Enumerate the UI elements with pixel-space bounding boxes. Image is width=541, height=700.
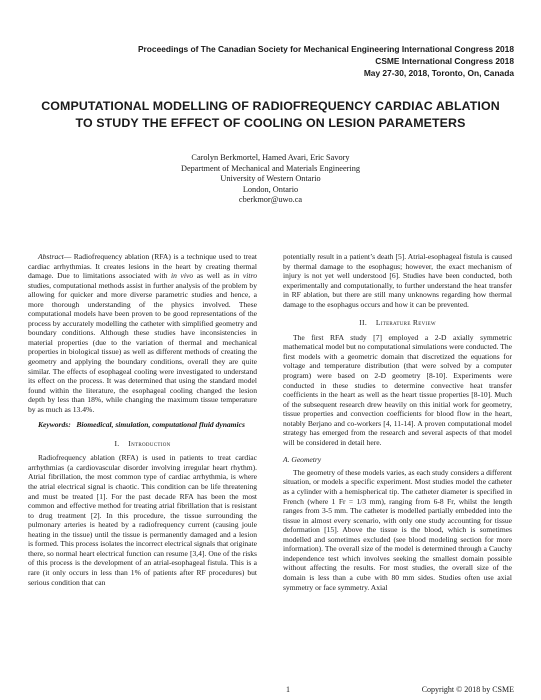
proceedings-header <box>138 43 514 79</box>
author-email: cberkmor@uwo.ca <box>238 195 303 205</box>
section-1-heading <box>28 439 257 449</box>
author-block <box>20 153 521 206</box>
page-number: 1 <box>286 685 290 694</box>
subsection-geometry-heading: A. Geometry <box>283 455 322 465</box>
intro-paragraph-continued: potentially result in a patient’s death [5]. Atrial-esophageal fistula is caused by thermal damage to the esophagus; however, the exact mechanism of injury is not yet well understood [6]. Studies have been conducted, both experimentally and computationally, to further understand the heat transfer in RF ablation, but there are still many unknowns regarding how thermal damage to the esophagus occurs and how it can be prevented. <box>283 252 512 309</box>
keywords-text: Biomedical, simulation, computational fluid dynamics <box>76 420 245 430</box>
section-1-number: I. <box>114 438 120 448</box>
left-column <box>28 252 257 587</box>
paper-title <box>20 98 521 132</box>
section-2-heading <box>283 318 512 328</box>
header-line-3: May 27-30, 2018, Toronto, On, Canada <box>363 68 514 78</box>
keywords-label: Keywords: <box>38 420 71 430</box>
right-column <box>283 252 512 592</box>
abstract-in-vitro: in vitro <box>233 271 257 281</box>
author-university: University of Western Ontario <box>220 174 321 184</box>
section-1-title: Introduction <box>128 438 171 448</box>
abstract-text-1: Radiofrequency ablation (RFA) is a technique used to treat cardiac arrhythmias. It creates lesions in the heart by creating thermal damage. Due to limitations associated with <box>28 252 257 281</box>
abstract-in-vivo: in vivo <box>171 271 194 281</box>
abstract-paragraph <box>28 252 257 414</box>
title-line-2: TO STUDY THE EFFECT OF COOLING ON LESION PARAMETERS <box>75 116 466 130</box>
header-line-1: Proceedings of The Canadian Society for Mechanical Engineering International Congress 2018 <box>137 44 514 54</box>
intro-paragraph: Radiofrequency ablation (RFA) is used in patients to treat cardiac arrhythmias (a cardiovascular disorder involving irregular heart rhythm). Atrial fibrillation, the most common type of cardiac arrhythmia, is where the atrial electrical signal is chaotic. This condition can be life threatening and must be treated [1]. For the past decade RFA has been the most common and effective method for treating atrial fibrillation that is resistant to drug treatment [2]. In this procedure, the tissue surrounding the pulmonary arteries is heated by a radiofrequency current (causing joule heating in the tissue) until the tissue is permanently damaged and a lesion is formed. This process isolates the incorrect electrical signals that originate there, so normal heart electrical function can resume [3,4]. One of the risks of this process is the development of an atrial-esophageal fistula. This is a rare (it only occurs in less than 1% of patients after RF procedures) but serious condition that can <box>28 453 257 587</box>
header-line-2: CSME International Congress 2018 <box>375 56 514 66</box>
geometry-paragraph: The geometry of these models varies, as each study considers a different situation, or models a specific experiment. Most studies model the catheter as a cylinder with a hemispherical tip. The catheter diameter is specified in French (where 1 Fr = 1/3 mm), ranging from 6-8 Fr, whilst the length ranges from 3-5 mm. The catheter is modelled partially embedded into the tissue in almost every scenario, with only one study accounting for tissue deformation [15]. Above the tissue is the blood, which is sometimes modelled and sometimes excluded (see blood modeling section for more information). The overall size of the model is determined through a Cauchy independence test which involves seeking the smallest domain possible without affecting the results. For most studies, the overall size of the domain is less than a cube with 80 mm sides. Studies often use axial symmetry or face symmetry. Axial <box>283 467 512 592</box>
author-names: Carolyn Berkmortel, Hamed Avari, Eric Savory <box>191 153 350 162</box>
title-line-1: COMPUTATIONAL MODELLING OF RADIOFREQUENCY CARDIAC ABLATION <box>41 99 500 113</box>
author-department: Department of Mechanical and Materials Engineering <box>180 163 360 173</box>
abstract-label: Abstract <box>38 252 64 261</box>
copyright-notice: Copyright © 2018 by CSME <box>421 685 514 694</box>
abstract-dash: — <box>63 252 74 261</box>
abstract-text-2: as well as <box>193 271 234 281</box>
lit-review-paragraph: The first RFA study [7] employed a 2-D axially symmetric mathematical model but no computational simulations were conducted. The first models with a geometric domain that discretized the equations for voltage and temperature distribution (that were solved by a computer program) were based on 2-D geometry [8-10]. Experiments were conducted in these studies to determine convective heat transfer coefficients in the heart as well as the heart tissue properties [8-10]. Much of the subsequent research drew heavily on this initial work for geometry, tissue properties and convection coefficients for blood flow in the heart, notably Berjano and co-workers [4, 11-14]. A proven computational model strategy has emerged from the research and several aspects of that model will be considered in detail here. <box>283 332 512 447</box>
section-2-number: II. <box>359 318 368 328</box>
author-city: London, Ontario <box>242 184 299 194</box>
keywords-paragraph <box>28 420 257 430</box>
section-2-title: Literature Review <box>375 318 436 328</box>
abstract-text-3: studies, computational methods assist in further analysis of the problem by allowing for quicker and more diverse parametric studies and hence, a more thorough understanding of the physics involved. These computational models have been proven to be good representations of the process by accurately modelling the catheter with simplified geometry and boundary conditions. Although these studies have inconsistencies in material properties (due to the variation of thermal and mechanical properties in biological tissue) as well as different methods of creating the geometry and applying the boundary conditions, overall they are quite similar. The effects of esophageal cooling were investigated to understand its effect on the process. It was determined that using the standard model found within the literature, the esophageal cooling changed the lesion depth by less than 18%, while changing the maximum tissue temperature by as much as 13.4%. <box>28 280 257 414</box>
